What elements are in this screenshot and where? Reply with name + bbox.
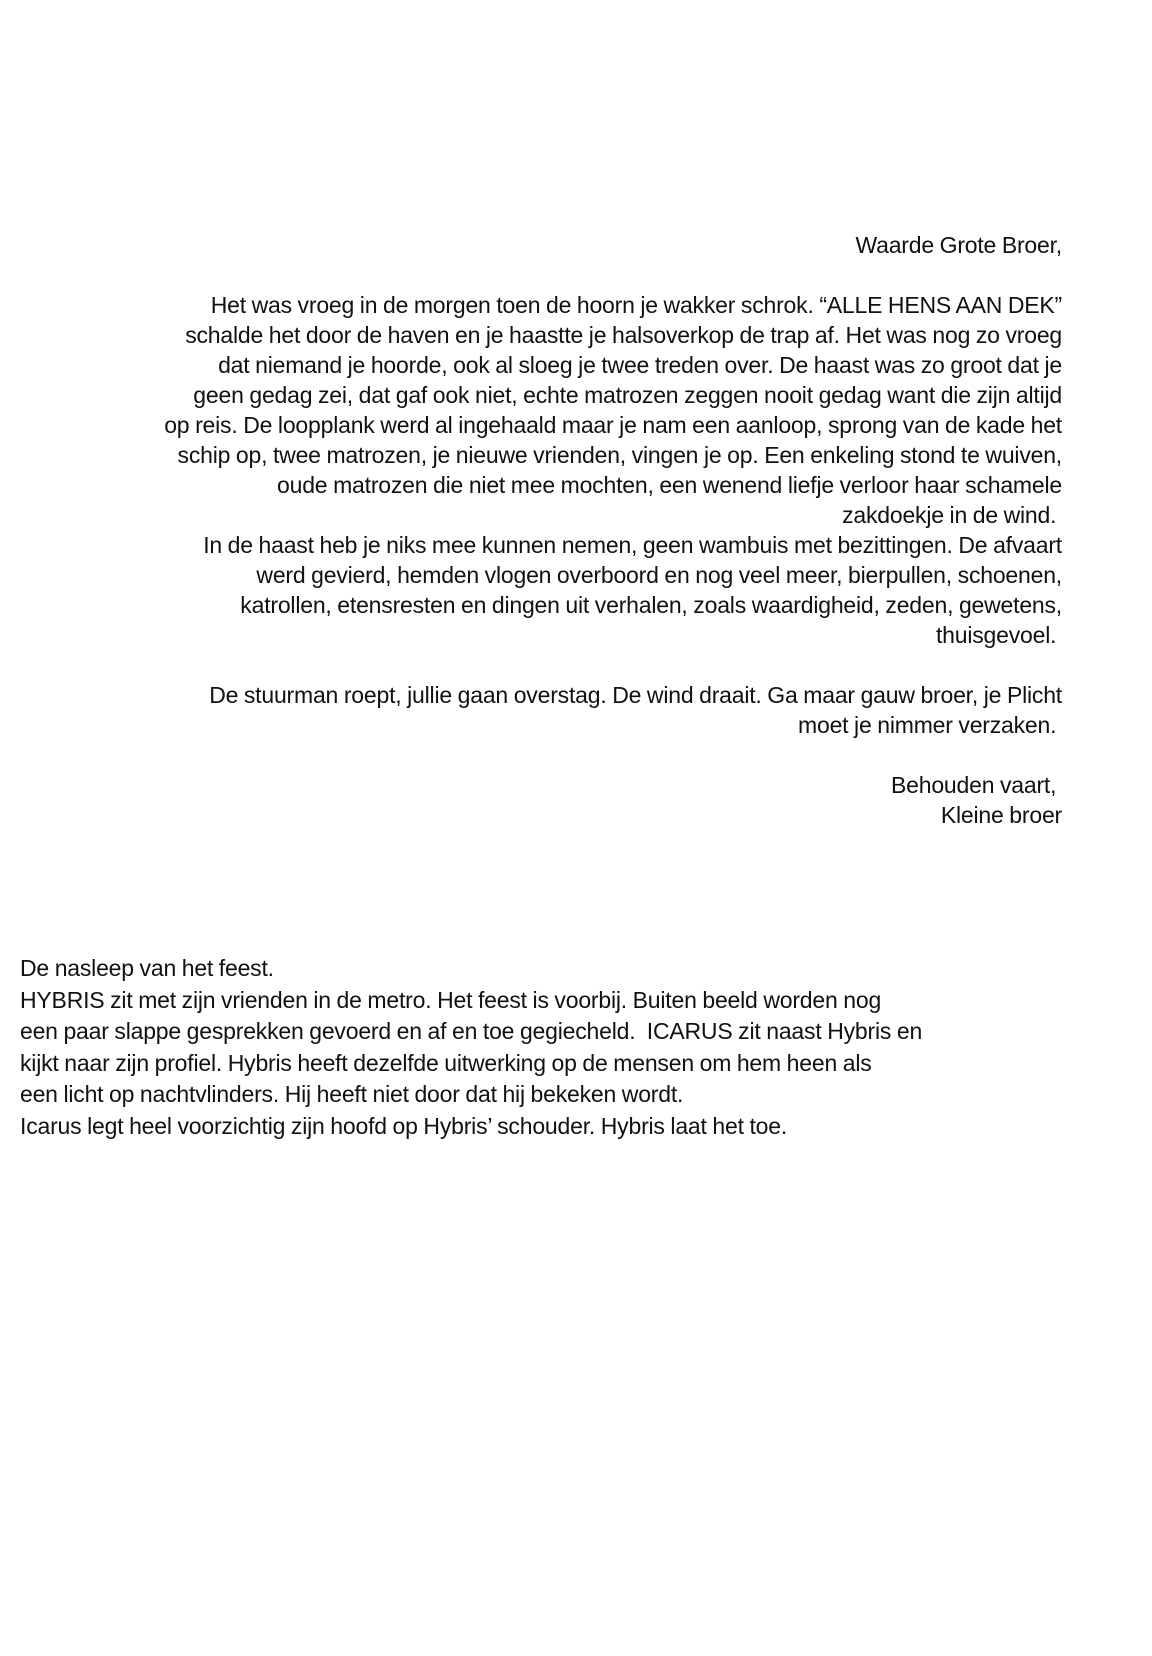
letter: [20, 230, 1062, 830]
spacer: [20, 260, 1062, 290]
text-line: Het was vroeg in de morgen toen de hoorn je wakker schrok. “ALLE HENS AAN DEK”: [210, 292, 1062, 318]
closing-line: Behouden vaart,: [891, 772, 1062, 798]
text-line: moet je nimmer verzaken.: [798, 712, 1062, 738]
text-line: kijkt naar zijn profiel. Hybris heeft dezelfde uitwerking op de mensen om hem heen als: [20, 1049, 872, 1076]
text-line: zakdoekje in de wind.: [842, 502, 1062, 528]
letter-closing: [20, 770, 1062, 830]
text-line: schalde het door de haven en je haastte je halsoverkop de trap af. Het was nog zo vroeg: [185, 322, 1062, 348]
text-line: oude matrozen die niet mee mochten, een wenend liefje verloor haar schamele: [277, 472, 1062, 498]
letter-paragraph-1: [20, 290, 1062, 530]
text-line: thuisgevoel.: [935, 622, 1062, 648]
text-line: Icarus legt heel voorzichtig zijn hoofd op Hybris’ schouder. Hybris laat het toe.: [20, 1112, 788, 1139]
text-line: De stuurman roept, jullie gaan overstag. De wind draait. Ga maar gauw broer, je Plicht: [209, 682, 1062, 708]
letter-paragraph-2: [20, 530, 1062, 650]
scene-description: [20, 953, 1080, 1142]
text-line: HYBRIS zit met zijn vrienden in de metro. Het feest is voorbij. Buiten beeld worden nog: [20, 986, 882, 1013]
scene-body: [20, 985, 1080, 1143]
scene-title: De nasleep van het feest.: [20, 955, 274, 981]
text-line: geen gedag zei, dat gaf ook niet, echte matrozen zeggen nooit gedag want die zijn altijd: [193, 382, 1062, 408]
text-line: een paar slappe gesprekken gevoerd en af en toe gegiecheld. ICARUS zit naast Hybris en: [20, 1018, 923, 1044]
signature-line: Kleine broer: [940, 802, 1062, 828]
letter-paragraph-3: [20, 680, 1062, 740]
text-line: een licht op nachtvlinders. Hij heeft niet door dat hij bekeken wordt.: [20, 1081, 684, 1107]
text-line: In de haast heb je niks mee kunnen nemen, geen wambuis met bezittingen. De afvaart: [203, 532, 1062, 558]
text-line: katrollen, etensresten en dingen uit verhalen, zoals waardigheid, zeden, gewetens,: [240, 592, 1062, 618]
text-line: werd gevierd, hemden vlogen overboord en nog veel meer, bierpullen, schoenen,: [256, 562, 1062, 588]
text-line: dat niemand je hoorde, ook al sloeg je twee treden over. De haast was zo groot dat je: [218, 352, 1062, 378]
spacer: [20, 650, 1062, 680]
spacer: [20, 740, 1062, 770]
text-line: op reis. De loopplank werd al ingehaald maar je nam een aanloop, sprong van de kade het: [164, 412, 1062, 438]
text-line: schip op, twee matrozen, je nieuwe vrienden, vingen je op. Een enkeling stond te wuiven,: [177, 442, 1062, 468]
letter-salutation: Waarde Grote Broer,: [855, 232, 1062, 258]
